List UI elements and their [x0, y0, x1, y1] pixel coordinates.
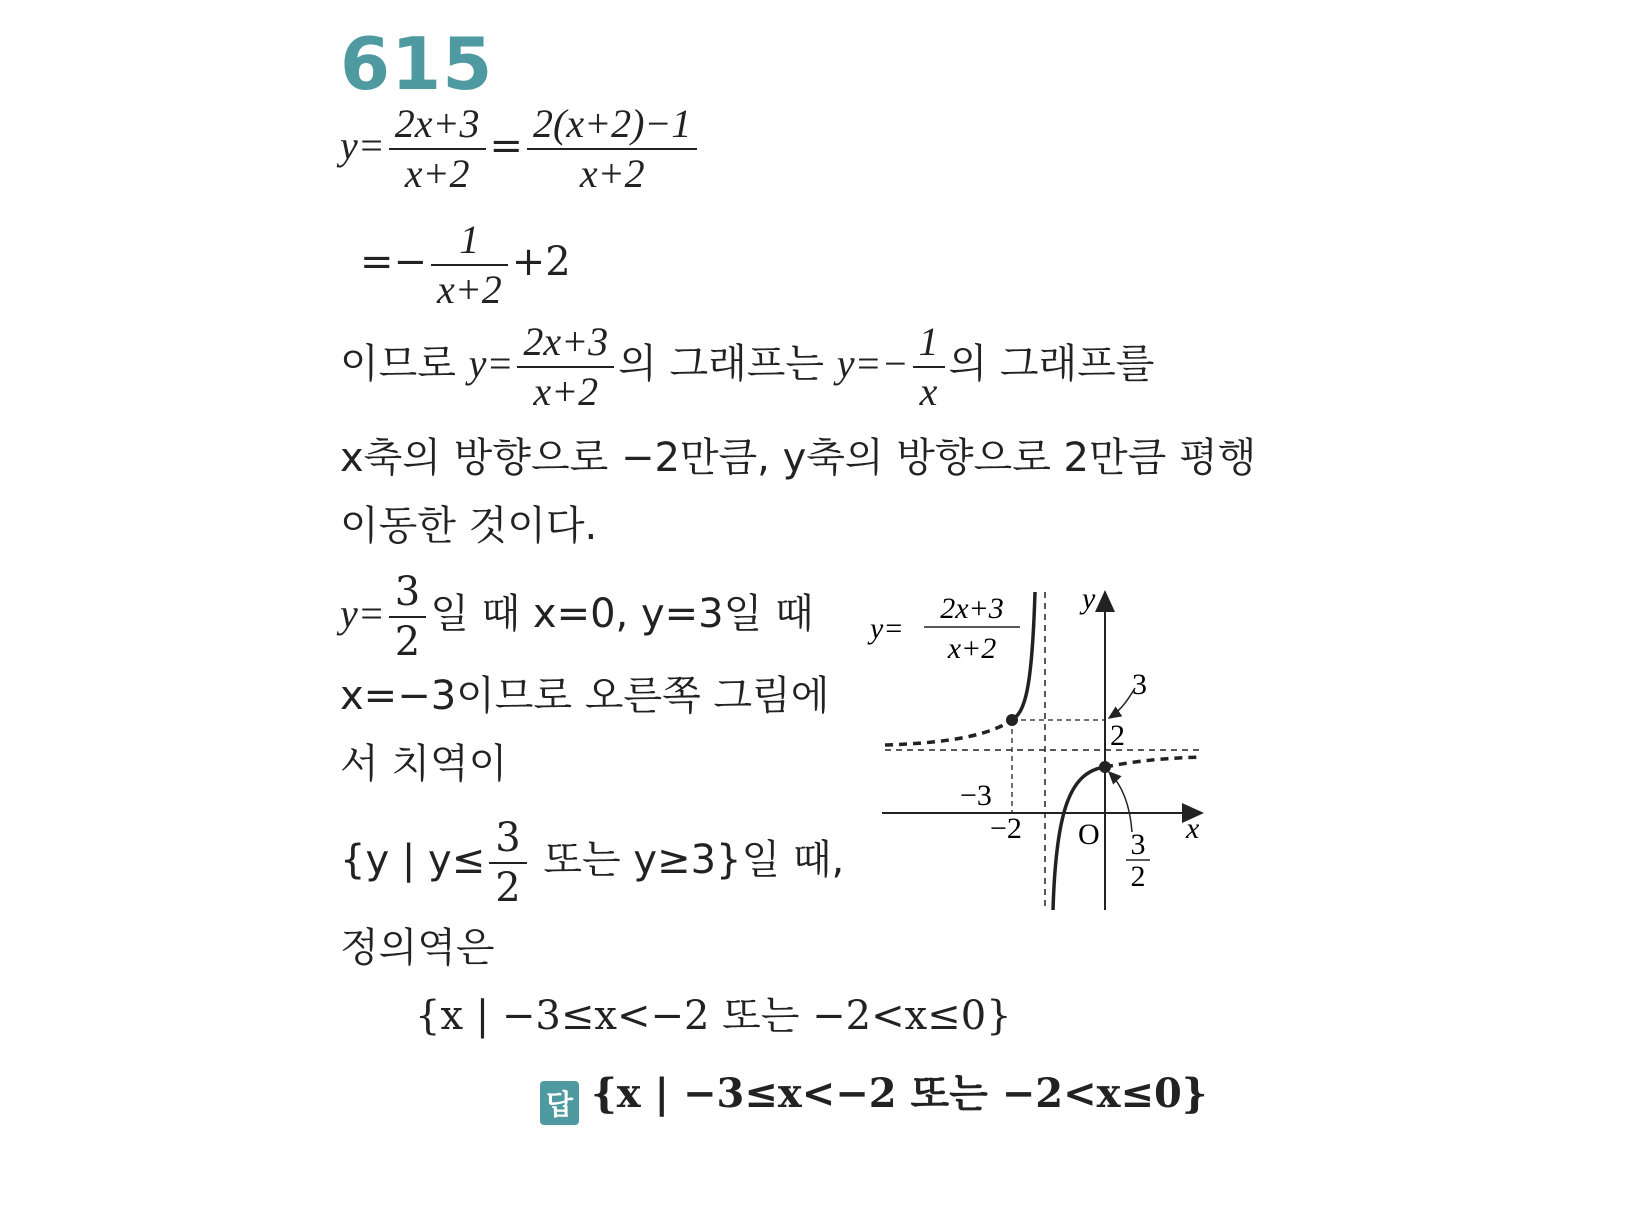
equation-line-2 [360, 217, 571, 312]
tick-frac-den: 2 [1130, 860, 1146, 893]
paragraph-2: x축의 방향으로 −2만큼, y축의 방향으로 2만큼 평행 [340, 435, 1257, 481]
graph [860, 580, 1220, 920]
axis-x-label: x [1186, 812, 1200, 845]
problem-number: 615 [340, 22, 494, 106]
paragraph-1: 이므로 y= $\frac{2x+3}{x+2}$ 의 그래프는 y=− $\frac{1}{x}$ 의 그래프를 [340, 319, 1155, 414]
point-m3-3 [1006, 714, 1018, 726]
left-fraction-2: $\frac{3}{2}$ [489, 818, 526, 908]
graph-label-y: y= [870, 612, 904, 645]
right-branch-dashed [1105, 757, 1202, 767]
graph-label-num: 2x+3 [940, 592, 1004, 625]
domain-line: {x | −3≤x<−2 또는 −2<x≤0} [415, 993, 1012, 1039]
eq1-fraction-1: $\frac{2x+3}{x+2}$ [389, 104, 486, 194]
paragraph-3: 이동한 것이다. [340, 503, 598, 549]
tick-m3: −3 [960, 779, 992, 812]
eq2-suffix: +2 [511, 239, 571, 285]
equation-line-1 [340, 101, 701, 196]
left-line-3: 서 치역이 [340, 741, 508, 787]
pointer-3-2 [1109, 772, 1132, 832]
tick-2: 2 [1110, 719, 1125, 752]
para1-fraction-1: $\frac{2x+3}{x+2}$ [517, 322, 614, 412]
graph-label-den: x+2 [947, 632, 997, 665]
origin-label: O [1078, 818, 1100, 851]
tick-frac-num: 3 [1130, 828, 1146, 861]
eq1-fraction-2: $\frac{2(x+2)-1}{x+2}$ [527, 104, 697, 194]
left-line-5: 정의역은 [340, 925, 495, 971]
eq2-fraction: $\frac{1}{x+2}$ [431, 220, 508, 310]
answer-line [540, 1062, 1208, 1125]
left-fraction-1: $\frac{3}{2}$ [389, 572, 426, 662]
axis-y-label: y [1082, 582, 1096, 615]
left-line-4: {y | y≤ $\frac{3}{2}$ 또는 y≥3}일 때, [340, 815, 845, 911]
eq2-prefix: =− [360, 239, 428, 285]
tick-m2: −2 [990, 812, 1022, 845]
left-branch-solid [1012, 592, 1035, 720]
tick-3: 3 [1132, 668, 1147, 701]
left-branch-dashed [885, 720, 1012, 745]
eq1-lhs: y= [340, 123, 385, 168]
answer-text: {x | −3≤x<−2 또는 −2<x≤0} [591, 1070, 1208, 1117]
eq1-equals: = [489, 123, 524, 169]
left-line-2: x=−3이므로 오른쪽 그림에 [340, 673, 830, 719]
point-0-1.5 [1099, 761, 1111, 773]
para1-fraction-2: $\frac{1}{x}$ [913, 322, 945, 412]
left-line-1: y= $\frac{3}{2}$ 일 때 x=0, y=3일 때 [340, 569, 814, 665]
answer-badge: 답 [540, 1081, 579, 1125]
